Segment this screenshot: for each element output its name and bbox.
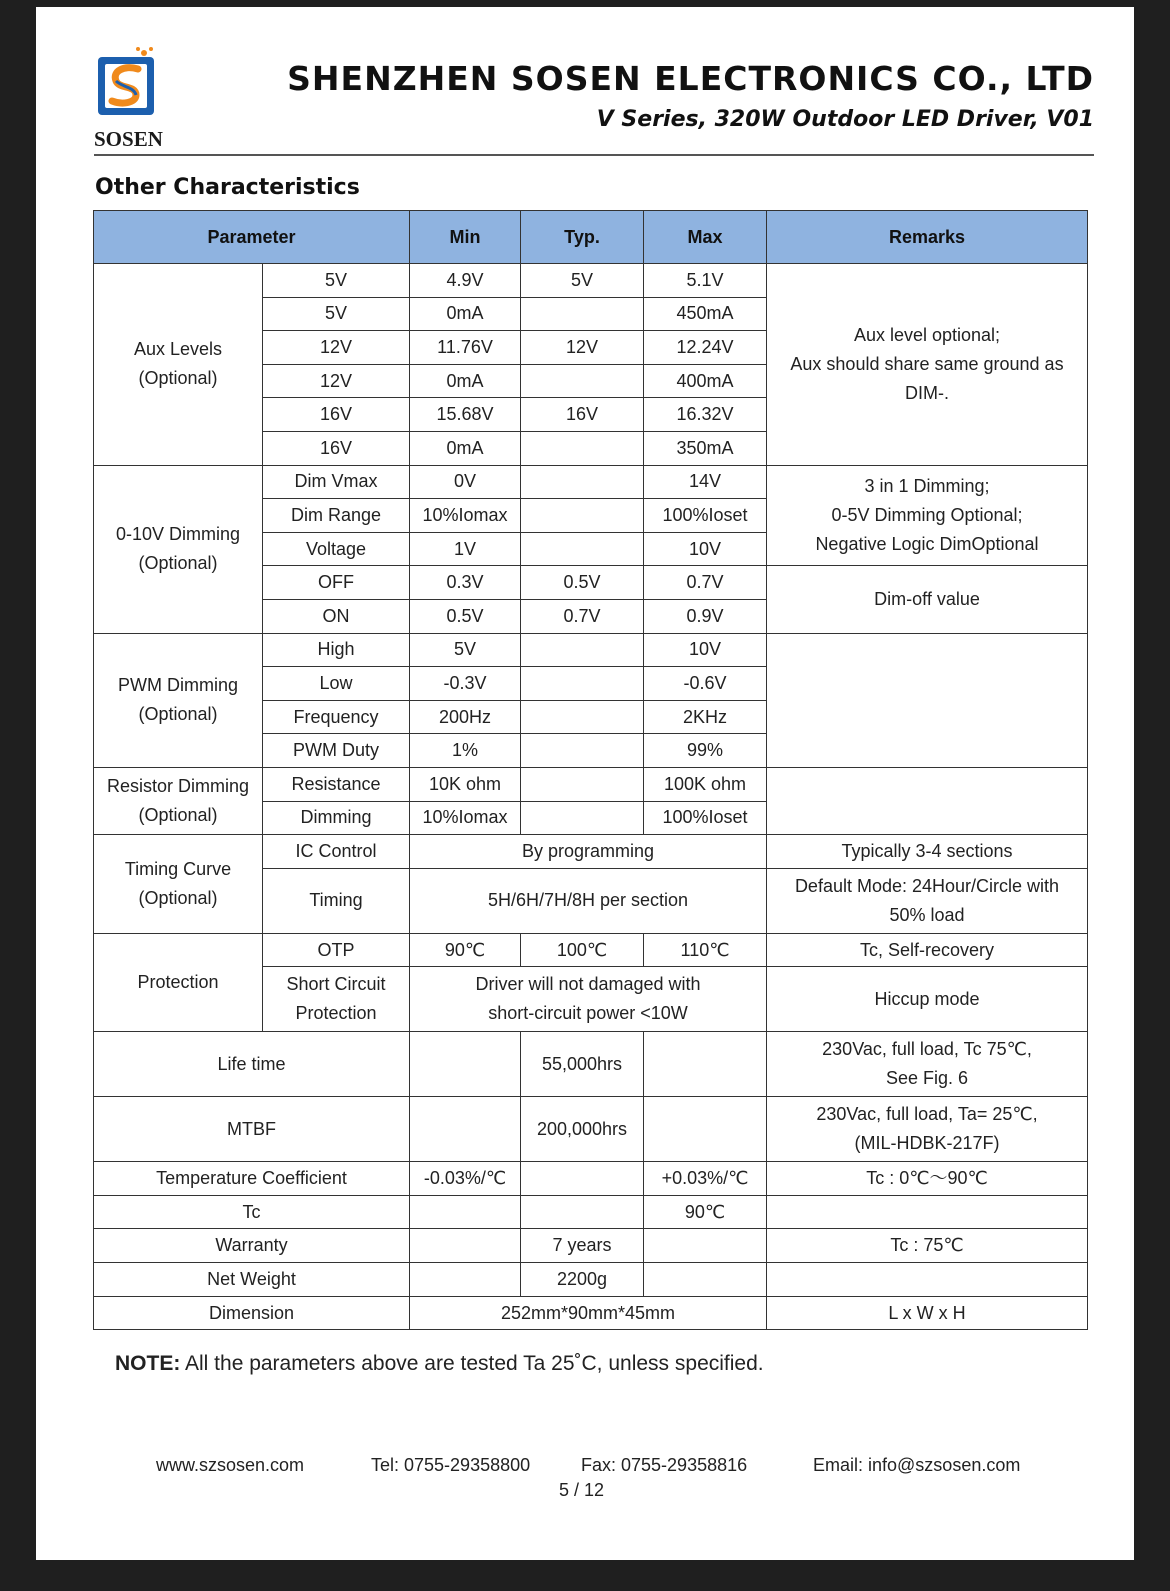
max-cell: 110℃ — [644, 933, 767, 967]
min-cell: 0mA — [410, 297, 521, 331]
min-cell: 5V — [410, 633, 521, 667]
max-cell: 12.24V — [644, 331, 767, 365]
sub-cell: ON — [263, 599, 410, 633]
footer-tel: Tel: 0755-29358800 — [371, 1455, 531, 1475]
logo-text: SOSEN — [94, 127, 163, 151]
remarks-cell-010v: 3 in 1 Dimming; 0-5V Dimming Optional; Negative Logic DimOptional — [767, 465, 1088, 566]
remarks-cell — [767, 1263, 1088, 1297]
typ-cell — [521, 1195, 644, 1229]
param-cell: Life time — [94, 1032, 410, 1097]
sub-cell: 16V — [263, 431, 410, 465]
sub-cell: 5V — [263, 297, 410, 331]
remarks-cell: Tc : 75℃ — [767, 1229, 1088, 1263]
max-cell: +0.03%/℃ — [644, 1162, 767, 1196]
remarks-cell-dimoff: Dim-off value — [767, 566, 1088, 633]
max-cell — [644, 1229, 767, 1263]
value-cell: Driver will not damaged with short-circuit power <10W — [410, 967, 767, 1032]
min-cell — [410, 1229, 521, 1263]
typ-cell — [521, 667, 644, 701]
min-cell: 0mA — [410, 364, 521, 398]
min-cell: 0V — [410, 465, 521, 499]
param-cell: Dimension — [94, 1296, 410, 1330]
min-cell: 90℃ — [410, 933, 521, 967]
remarks-cell-pwm — [767, 633, 1088, 767]
typ-cell: 5V — [521, 264, 644, 298]
remarks-cell: Typically 3-4 sections — [767, 835, 1088, 869]
header-max: Max — [644, 211, 767, 264]
typ-cell — [521, 633, 644, 667]
max-cell: 100%Ioset — [644, 801, 767, 835]
typ-cell — [521, 499, 644, 533]
remarks-cell: Tc, Self-recovery — [767, 933, 1088, 967]
note-body: All the parameters above are tested Ta 25˚C, unless specified. — [180, 1352, 764, 1375]
footer-fax: Fax: 0755-29358816 — [581, 1455, 748, 1475]
min-cell — [410, 1032, 521, 1097]
typ-cell: 16V — [521, 398, 644, 432]
group-cell-resistor: Resistor Dimming (Optional) — [94, 767, 263, 834]
typ-cell: 7 years — [521, 1229, 644, 1263]
typ-cell — [521, 297, 644, 331]
typ-cell: 2200g — [521, 1263, 644, 1297]
header-min: Min — [410, 211, 521, 264]
table-row — [94, 1097, 1088, 1162]
table-row — [94, 767, 1088, 801]
sub-cell: 5V — [263, 264, 410, 298]
note-label: NOTE: — [115, 1352, 181, 1375]
table-row — [94, 1263, 1088, 1297]
max-cell: 5.1V — [644, 264, 767, 298]
group-cell-timing: Timing Curve (Optional) — [94, 835, 263, 934]
sub-cell: Timing — [263, 868, 410, 933]
remarks-cell: Tc : 0℃～90℃ — [767, 1162, 1088, 1196]
sub-cell: Dim Vmax — [263, 465, 410, 499]
sub-cell: PWM Duty — [263, 734, 410, 768]
note-text — [115, 1352, 764, 1376]
typ-cell: 0.7V — [521, 599, 644, 633]
min-cell: 4.9V — [410, 264, 521, 298]
typ-cell: 55,000hrs — [521, 1032, 644, 1097]
max-cell: 16.32V — [644, 398, 767, 432]
max-cell — [644, 1263, 767, 1297]
header-remarks: Remarks — [767, 211, 1088, 264]
table-header-row — [94, 211, 1088, 264]
value-cell: 252mm*90mm*45mm — [410, 1296, 767, 1330]
max-cell — [644, 1097, 767, 1162]
table-row — [94, 264, 1088, 298]
sub-cell: Dim Range — [263, 499, 410, 533]
typ-cell — [521, 700, 644, 734]
typ-cell — [521, 734, 644, 768]
table-row — [94, 465, 1088, 499]
sub-cell: Voltage — [263, 532, 410, 566]
typ-cell: 200,000hrs — [521, 1097, 644, 1162]
section-title: Other Characteristics — [95, 175, 360, 200]
remarks-cell: 230Vac, full load, Ta= 25℃, (MIL-HDBK-217F) — [767, 1097, 1088, 1162]
remarks-cell-aux: Aux level optional; Aux should share same ground as DIM-. — [767, 264, 1088, 466]
min-cell: 200Hz — [410, 700, 521, 734]
sub-cell: High — [263, 633, 410, 667]
max-cell: 10V — [644, 633, 767, 667]
max-cell: 10V — [644, 532, 767, 566]
sub-cell: Short Circuit Protection — [263, 967, 410, 1032]
max-cell: 450mA — [644, 297, 767, 331]
remarks-cell: Hiccup mode — [767, 967, 1088, 1032]
max-cell: 350mA — [644, 431, 767, 465]
max-cell: 400mA — [644, 364, 767, 398]
document-page — [36, 7, 1134, 1560]
max-cell: 0.7V — [644, 566, 767, 600]
min-cell: -0.3V — [410, 667, 521, 701]
min-cell: 0mA — [410, 431, 521, 465]
max-cell: 90℃ — [644, 1195, 767, 1229]
min-cell — [410, 1195, 521, 1229]
typ-cell: 0.5V — [521, 566, 644, 600]
remarks-cell-resistor — [767, 767, 1088, 834]
sosen-logo-icon — [94, 45, 160, 119]
sosen-logo — [94, 45, 184, 157]
value-cell: 5H/6H/7H/8H per section — [410, 868, 767, 933]
max-cell — [644, 1032, 767, 1097]
sub-cell: Low — [263, 667, 410, 701]
min-cell: 1% — [410, 734, 521, 768]
characteristics-table — [93, 210, 1088, 1330]
sub-cell: Frequency — [263, 700, 410, 734]
min-cell: 11.76V — [410, 331, 521, 365]
param-cell: Tc — [94, 1195, 410, 1229]
min-cell — [410, 1263, 521, 1297]
max-cell: 100K ohm — [644, 767, 767, 801]
max-cell: 14V — [644, 465, 767, 499]
typ-cell — [521, 465, 644, 499]
typ-cell — [521, 431, 644, 465]
typ-cell: 12V — [521, 331, 644, 365]
min-cell — [410, 1097, 521, 1162]
remarks-cell — [767, 1195, 1088, 1229]
footer-email[interactable]: Email: info@szsosen.com — [813, 1455, 1021, 1475]
group-cell-protection: Protection — [94, 933, 263, 1032]
sub-cell: 12V — [263, 364, 410, 398]
max-cell: 100%Ioset — [644, 499, 767, 533]
product-title: V Series, 320W Outdoor LED Driver, V01 — [596, 107, 1094, 132]
min-cell: 0.5V — [410, 599, 521, 633]
table-row — [94, 633, 1088, 667]
param-cell: Warranty — [94, 1229, 410, 1263]
param-cell: Net Weight — [94, 1263, 410, 1297]
max-cell: 99% — [644, 734, 767, 768]
group-cell-010v: 0-10V Dimming (Optional) — [94, 465, 263, 633]
table-row — [94, 1229, 1088, 1263]
min-cell: 15.68V — [410, 398, 521, 432]
header-parameter: Parameter — [94, 211, 410, 264]
remarks-cell: Default Mode: 24Hour/Circle with 50% load — [767, 868, 1088, 933]
table-row — [94, 1162, 1088, 1196]
min-cell: 10K ohm — [410, 767, 521, 801]
max-cell: 2KHz — [644, 700, 767, 734]
typ-cell: 100℃ — [521, 933, 644, 967]
min-cell: 1V — [410, 532, 521, 566]
header-typ: Typ. — [521, 211, 644, 264]
min-cell: 0.3V — [410, 566, 521, 600]
typ-cell — [521, 532, 644, 566]
typ-cell — [521, 364, 644, 398]
sub-cell: 16V — [263, 398, 410, 432]
group-cell-pwm: PWM Dimming (Optional) — [94, 633, 263, 767]
min-cell: 10%Iomax — [410, 499, 521, 533]
remarks-cell: L x W x H — [767, 1296, 1088, 1330]
header-divider — [94, 154, 1094, 156]
typ-cell — [521, 1162, 644, 1196]
sub-cell: IC Control — [263, 835, 410, 869]
min-cell: -0.03%/℃ — [410, 1162, 521, 1196]
sub-cell: 12V — [263, 331, 410, 365]
min-cell: 10%Iomax — [410, 801, 521, 835]
sub-cell: Resistance — [263, 767, 410, 801]
table-row — [94, 835, 1088, 869]
value-cell: By programming — [410, 835, 767, 869]
typ-cell — [521, 801, 644, 835]
param-cell: Temperature Coefficient — [94, 1162, 410, 1196]
page-number: 5 / 12 — [559, 1480, 605, 1500]
sub-cell: OFF — [263, 566, 410, 600]
typ-cell — [521, 767, 644, 801]
table-row — [94, 933, 1088, 967]
group-cell-aux: Aux Levels (Optional) — [94, 264, 263, 466]
sub-cell: OTP — [263, 933, 410, 967]
max-cell: 0.9V — [644, 599, 767, 633]
table-row — [94, 1195, 1088, 1229]
param-cell: MTBF — [94, 1097, 410, 1162]
sub-cell: Dimming — [263, 801, 410, 835]
table-row — [94, 1032, 1088, 1097]
table-row — [94, 1296, 1088, 1330]
company-name: SHENZHEN SOSEN ELECTRONICS CO., LTD — [287, 59, 1094, 98]
footer-website[interactable]: www.szsosen.com — [156, 1455, 305, 1475]
max-cell: -0.6V — [644, 667, 767, 701]
remarks-cell: 230Vac, full load, Tc 75℃, See Fig. 6 — [767, 1032, 1088, 1097]
